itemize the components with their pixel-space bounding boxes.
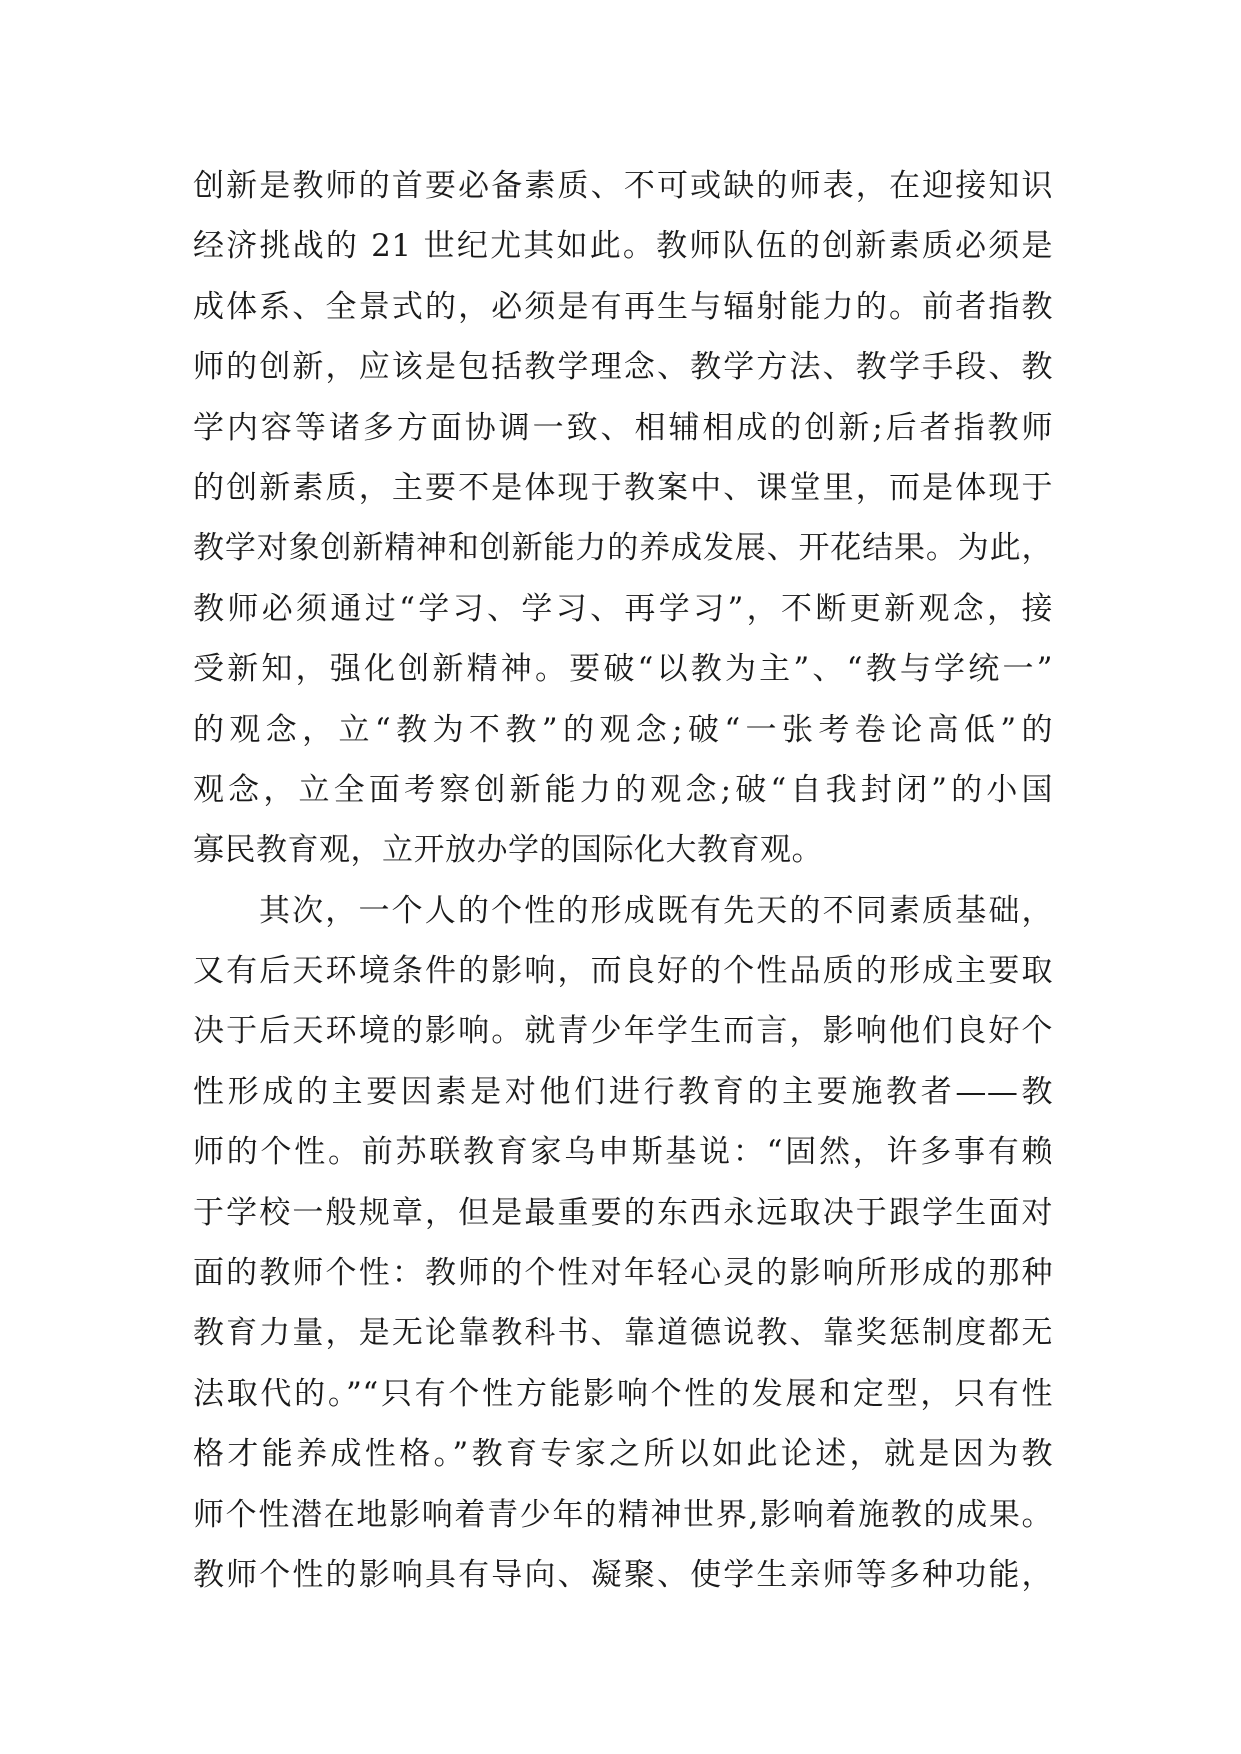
- text-line: 的观念，立“教为不教”的观念;破“一张考卷论高低”的: [193, 711, 1053, 748]
- text-line: 教师个性的影响具有导向、凝聚、使学生亲师等多种功能，: [193, 1556, 1053, 1593]
- text-line: 师个性潜在地影响着青少年的精神世界,影响着施教的成果。: [193, 1496, 1053, 1533]
- paragraph-2: [193, 889, 1053, 1614]
- paragraph-1: [193, 164, 1053, 889]
- text-line: 教师必须通过“学习、学习、再学习”，不断更新观念，接: [193, 590, 1053, 627]
- text-line: 又有后天环境条件的影响，而良好的个性品质的形成主要取: [193, 953, 1053, 990]
- text-line: 受新知，强化创新精神。要破“以教为主”、“教与学统一”: [193, 651, 1053, 688]
- body-text: [193, 164, 1053, 1613]
- text-line: 面的教师个性：教师的个性对年轻心灵的影响所形成的那种: [193, 1255, 1053, 1292]
- text-line: 于学校一般规章，但是最重要的东西永远取决于跟学生面对: [193, 1194, 1053, 1231]
- text-line: 寡民教育观，立开放办学的国际化大教育观。: [193, 832, 823, 869]
- text-line: 师的创新，应该是包括教学理念、教学方法、教学手段、教: [193, 349, 1053, 386]
- text-line: 的创新素质，主要不是体现于教案中、课堂里，而是体现于: [193, 469, 1053, 506]
- text-line: 师的个性。前苏联教育家乌申斯基说：“固然，许多事有赖: [193, 1134, 1053, 1171]
- text-line: 其次，一个人的个性的形成既有先天的不同素质基础，: [259, 892, 1053, 929]
- text-line: 观念，立全面考察创新能力的观念;破“自我封闭”的小国: [193, 771, 1053, 808]
- text-line: 决于后天环境的影响。就青少年学生而言，影响他们良好个: [193, 1013, 1053, 1050]
- text-line: 学内容等诸多方面协调一致、相辅相成的创新;后者指教师: [193, 409, 1053, 446]
- text-line: 格才能养成性格。”教育专家之所以如此论述，就是因为教: [193, 1436, 1053, 1473]
- text-line: 教学对象创新精神和创新能力的养成发展、开花结果。为此，: [193, 530, 1053, 567]
- text-line: 法取代的。”“只有个性方能影响个性的发展和定型，只有性: [193, 1375, 1053, 1412]
- text-line: 经济挑战的 21 世纪尤其如此。教师队伍的创新素质必须是: [193, 228, 1053, 265]
- text-line: 成体系、全景式的，必须是有再生与辐射能力的。前者指教: [193, 288, 1053, 325]
- text-line: 教育力量，是无论靠教科书、靠道德说教、靠奖惩制度都无: [193, 1315, 1053, 1352]
- text-line: 性形成的主要因素是对他们进行教育的主要施教者——教: [193, 1073, 1053, 1110]
- text-line: 创新是教师的首要必备素质、不可或缺的师表，在迎接知识: [193, 168, 1053, 204]
